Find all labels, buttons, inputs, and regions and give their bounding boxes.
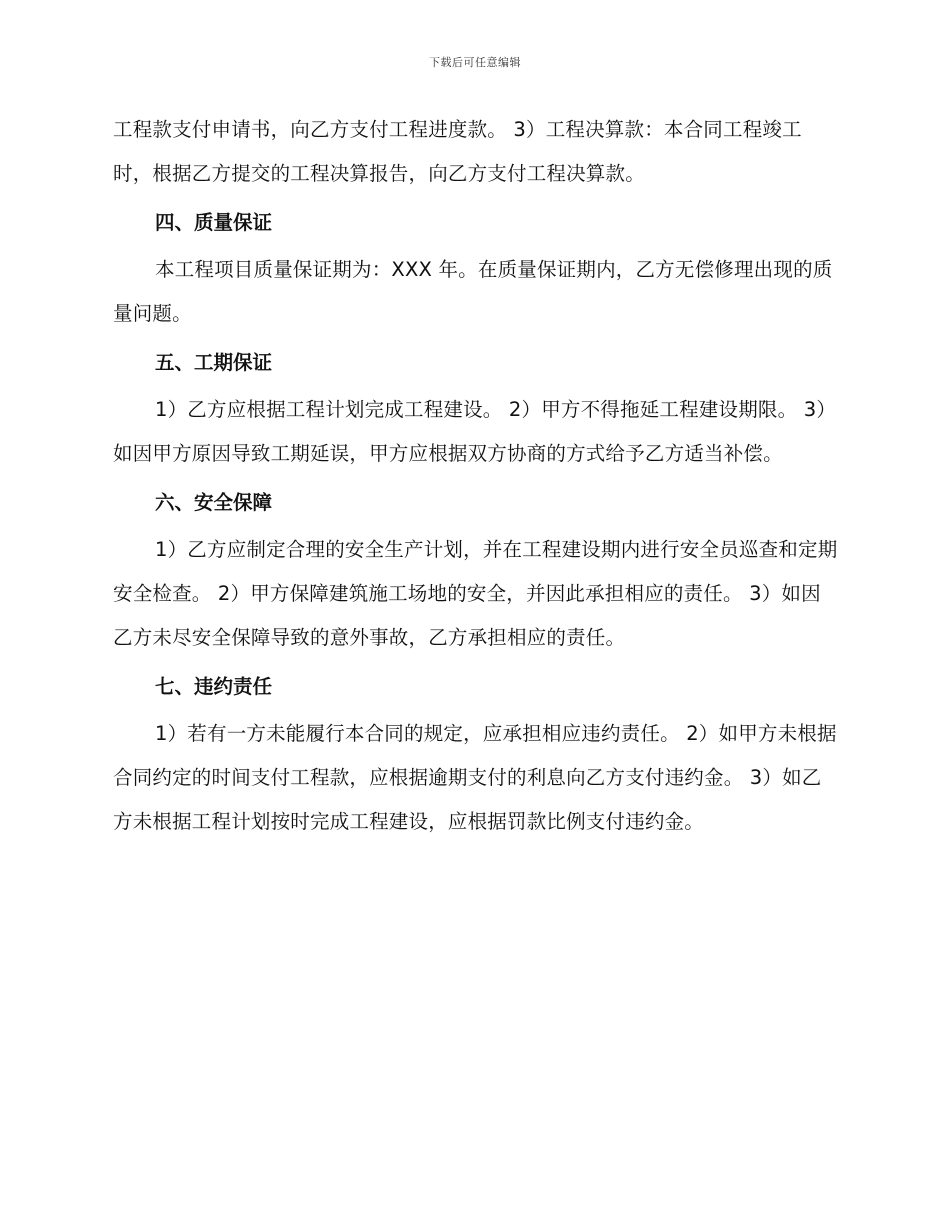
section-heading: 七、违约责任 bbox=[155, 675, 273, 698]
section-heading: 四、质量保证 bbox=[155, 211, 273, 234]
section-paragraph: 1）若有一方未能履行本合同的规定，应承担相应违约责任。 2）如甲方未根据合同约定的时间支付工程款，应根据逾期支付的利息向乙方支付违约金。 3）如乙方未根据工程计划按时完成工程建设，应根据罚款比例支付违约金。 bbox=[113, 722, 837, 833]
section-heading: 五、工期保证 bbox=[155, 351, 273, 374]
section-paragraph: 1）乙方应制定合理的安全生产计划，并在工程建设期内进行安全员巡查和定期安全检查。 2）甲方保障建筑施工场地的安全，并因此承担相应的责任。 3）如因乙方未尽安全保障导致的意外事故，乙方承担相应的责任。 bbox=[113, 538, 838, 649]
document-body bbox=[113, 108, 838, 844]
section-quality-assurance bbox=[113, 206, 838, 336]
section-schedule-guarantee bbox=[113, 346, 838, 476]
section-breach-liability bbox=[113, 670, 838, 844]
section-paragraph: 1）乙方应根据工程计划完成工程建设。 2）甲方不得拖延工程建设期限。 3）如因甲方原因导致工期延误，甲方应根据双方协商的方式给予乙方适当补偿。 bbox=[113, 398, 837, 465]
section-heading: 六、安全保障 bbox=[155, 491, 273, 514]
section-safety-guarantee bbox=[113, 486, 838, 660]
intro-paragraph: 工程款支付申请书，向乙方支付工程进度款。 3）工程决算款：本合同工程竣工时，根据乙方提交的工程决算报告，向乙方支付工程决算款。 bbox=[113, 118, 802, 185]
page-header: 下载后可任意编辑 bbox=[429, 56, 521, 69]
section-paragraph: 本工程项目质量保证期为：XXX 年。在质量保证期内，乙方无偿修理出现的质量问题。 bbox=[113, 258, 833, 325]
